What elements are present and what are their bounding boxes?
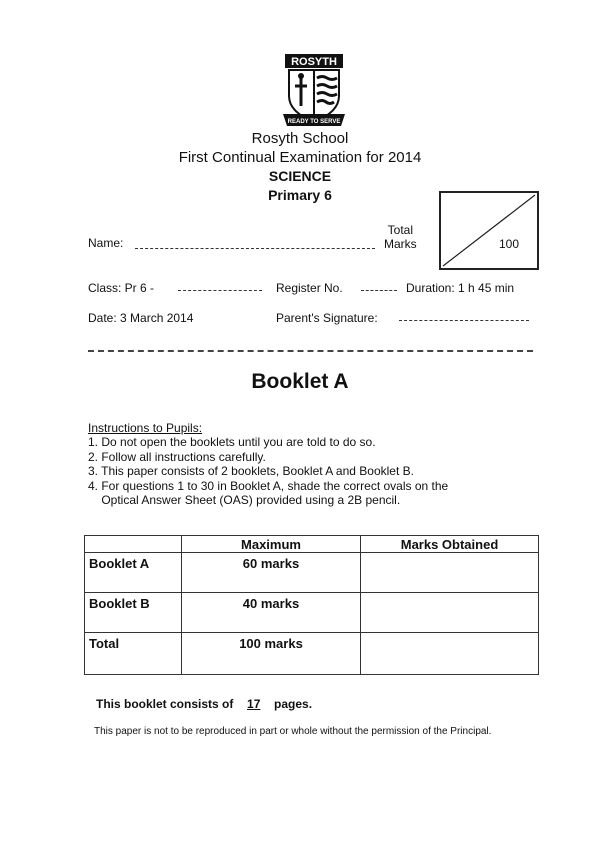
register-number-label: Register No. — [276, 281, 343, 295]
row-maximum: 60 marks — [182, 553, 361, 593]
instruction-item: 1. Do not open the booklets until you are told to do so. — [88, 435, 376, 449]
total-marks-label-line2: Marks — [384, 237, 417, 251]
marks-obtained-cell[interactable] — [361, 633, 539, 675]
instruction-item: 3. This paper consists of 2 booklets, Booklet A and Booklet B. — [88, 464, 414, 478]
subject-title: SCIENCE — [268, 168, 332, 184]
copyright-notice: This paper is not to be reproduced in part or whole without the permission of the Principal. — [94, 726, 492, 737]
school-crest-logo — [281, 52, 347, 128]
booklet-title: Booklet A — [251, 370, 349, 393]
class-label: Class: Pr 6 - — [88, 281, 155, 295]
marks-table — [84, 535, 539, 675]
row-maximum: 100 marks — [182, 633, 361, 675]
svg-text:ROSYTH: ROSYTH — [291, 56, 337, 68]
section-divider — [88, 350, 533, 352]
total-marks-label-line1: Total — [387, 223, 414, 237]
duration-text: Duration: 1 h 45 min — [406, 281, 515, 295]
marks-obtained-cell[interactable] — [361, 593, 539, 633]
school-name: Rosyth School — [251, 130, 349, 147]
exam-title: First Continual Examination for 2014 — [178, 149, 422, 166]
instructions-title: Instructions to Pupils: — [88, 421, 203, 435]
total-marks-label — [384, 223, 417, 251]
total-marks-max: 100 — [499, 237, 520, 251]
pages-prefix: This booklet consists of — [96, 697, 234, 711]
pages-suffix: pages. — [274, 697, 313, 711]
total-marks-box[interactable] — [439, 191, 539, 270]
row-label: Total — [85, 633, 182, 675]
instruction-item: 4. For questions 1 to 30 in Booklet A, shade the correct ovals on the — [88, 478, 449, 493]
table-row — [85, 553, 539, 593]
name-field[interactable] — [135, 238, 375, 249]
table-row — [85, 633, 539, 675]
instructions-list — [88, 435, 448, 508]
level-title: Primary 6 — [268, 187, 332, 203]
class-field[interactable] — [178, 280, 262, 291]
row-label: Booklet A — [85, 553, 182, 593]
table-header-cell — [85, 536, 182, 553]
svg-text:READY TO SERVE: READY TO SERVE — [287, 119, 341, 125]
marks-obtained-cell[interactable] — [361, 553, 539, 593]
table-header-cell: Maximum — [182, 536, 361, 553]
parent-signature-label: Parent's Signature: — [276, 311, 378, 325]
row-label: Booklet B — [85, 593, 182, 633]
row-maximum: 40 marks — [182, 593, 361, 633]
pages-count: 17 — [247, 697, 261, 711]
parent-signature-field[interactable] — [399, 310, 529, 321]
register-number-field[interactable] — [361, 280, 397, 291]
instruction-item: Optical Answer Sheet (OAS) provided using a 2B pencil. — [88, 493, 401, 507]
name-label: Name: — [88, 236, 124, 250]
page-count-statement — [96, 697, 312, 711]
table-row — [85, 593, 539, 633]
table-header-row — [85, 536, 539, 553]
instruction-item: 2. Follow all instructions carefully. — [88, 449, 266, 464]
date-text: Date: 3 March 2014 — [88, 311, 194, 325]
table-header-cell: Marks Obtained — [361, 536, 539, 553]
